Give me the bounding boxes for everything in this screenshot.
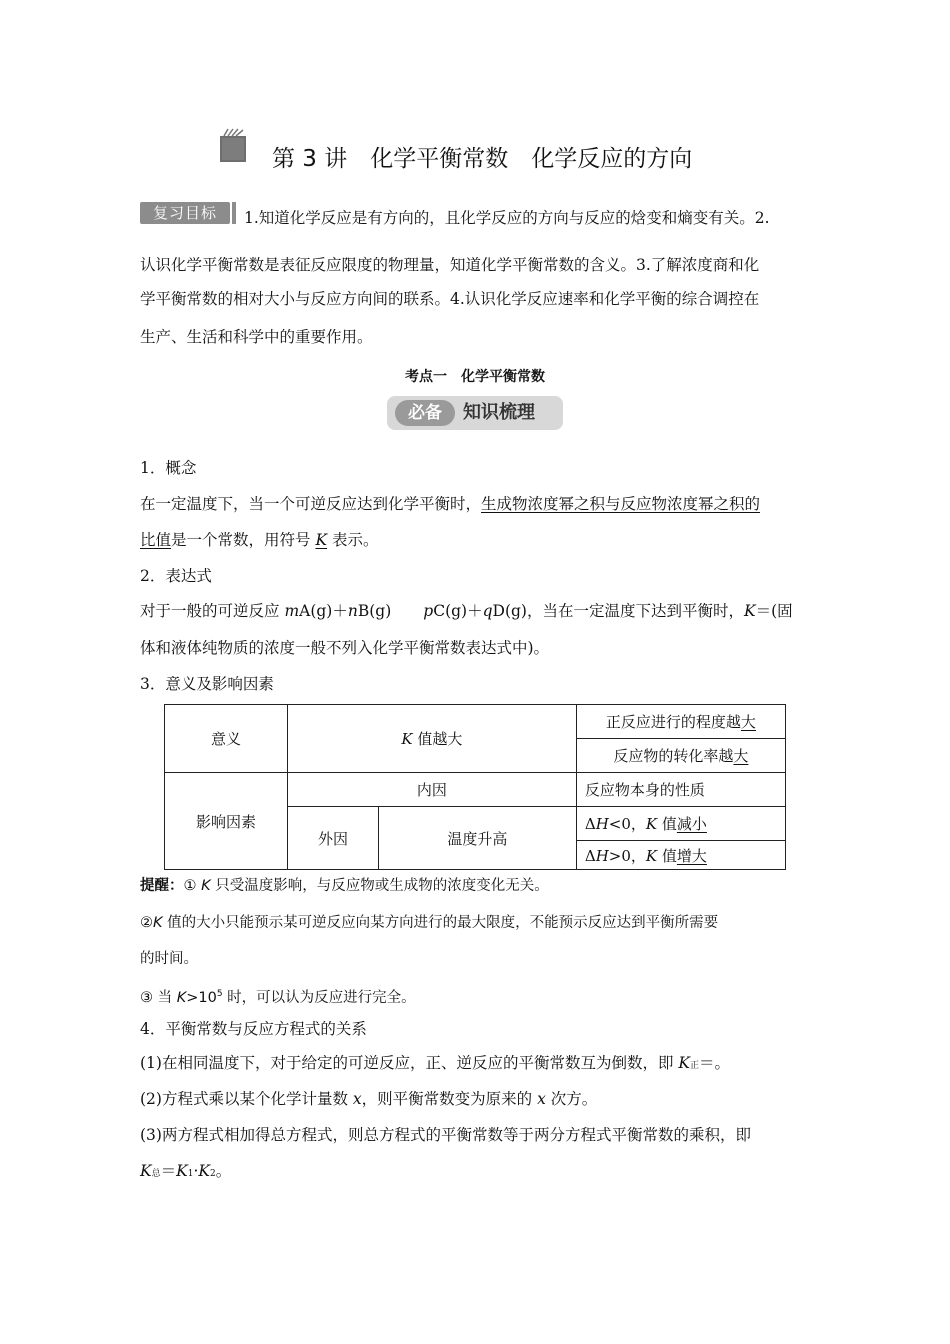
book-icon — [218, 128, 248, 162]
text: B(g) — [357, 602, 392, 620]
tip-line-1 — [140, 876, 549, 896]
cell-internal: 内因 — [288, 773, 577, 807]
text: ① — [183, 878, 202, 894]
text: >0， — [608, 846, 646, 865]
symbol-k: K — [176, 990, 187, 1006]
text: 值的大小只能预示某可逆反应向某方向进行的最大限度，不能预示反应达到平衡所需要 — [162, 915, 719, 931]
cell-dh-negative — [576, 807, 785, 841]
text: ＝ — [160, 1162, 177, 1180]
coef-m: m — [284, 602, 300, 620]
subscript: 2 — [209, 1169, 216, 1179]
text: ③ 当 — [140, 990, 177, 1006]
symbol-k: K — [743, 602, 756, 620]
underlined-text: 增大 — [676, 846, 707, 865]
goals-line-4: 生产、生活和科学中的重要作用。 — [140, 328, 373, 346]
text: ＝。 — [699, 1054, 731, 1072]
text: 对于一般的可逆反应 — [140, 602, 285, 620]
text: 值 — [657, 815, 677, 833]
text: 只受温度影响，与反应物或生成物的浓度变化无关。 — [210, 878, 549, 894]
var-x: x — [537, 1090, 546, 1108]
page-title: 第 3 讲 化学平衡常数 化学反应的方向 — [272, 146, 693, 172]
cell-k-larger — [288, 705, 577, 773]
text: ＝(固 — [755, 602, 793, 620]
factors-table — [164, 704, 786, 870]
underlined-text: 大 — [740, 713, 756, 731]
tip-line-2 — [140, 913, 718, 933]
symbol-k: K — [176, 1162, 188, 1180]
text: 值越大 — [412, 730, 463, 748]
symbol-k: K — [401, 730, 413, 748]
goals-line-2: 认识化学平衡常数是表征反应限度的物理量，知道化学平衡常数的含义。3.了解浓度商和化 — [140, 256, 760, 274]
concept-para-line-1 — [140, 494, 760, 514]
text: 。 — [215, 1162, 232, 1180]
text: ② — [140, 915, 153, 931]
concept-heading: 1．概念 — [140, 459, 197, 477]
symbol-k: K — [201, 878, 211, 894]
symbol-h: H — [595, 815, 609, 833]
coef-n: n — [347, 602, 358, 620]
text: 次方。 — [545, 1090, 598, 1108]
relation-para-2 — [140, 1089, 597, 1109]
cell-conversion — [576, 739, 785, 773]
text: 是一个常数，用符号 — [171, 531, 316, 549]
symbol-k: K — [645, 815, 658, 833]
knowledge-badge-left: 必备 — [395, 400, 455, 426]
text: <0， — [608, 815, 646, 833]
subscript: 1 — [187, 1169, 194, 1179]
cell-dh-positive — [576, 841, 785, 870]
text: 表示。 — [327, 531, 379, 549]
review-goals-badge: 复习目标 — [140, 202, 230, 224]
meaning-heading: 3．意义及影响因素 — [140, 675, 274, 693]
underlined-text: 生成物浓度幂之积与反应物浓度幂之积的 — [481, 495, 761, 513]
goals-line-3: 学平衡常数的相对大小与反应方向间的联系。4.认识化学反应速率和化学平衡的综合调控在 — [140, 290, 760, 308]
expression-heading: 2．表达式 — [140, 567, 212, 585]
symbol-k: K — [645, 846, 658, 865]
symbol-h: H — [595, 846, 609, 865]
subscript: 总 — [151, 1169, 161, 1179]
cell-forward-degree — [576, 705, 785, 739]
relation-heading: 4．平衡常数与反应方程式的关系 — [140, 1020, 367, 1038]
text: 正反应进行的程度越 — [605, 713, 741, 731]
symbol-k: K — [678, 1054, 690, 1072]
underlined-text: 比值 — [140, 531, 172, 549]
section-heading: 考点一 化学平衡常数 — [405, 369, 545, 385]
text: Δ — [584, 846, 596, 865]
relation-para-3: (3)两方程式相加得总方程式，则总方程式的平衡常数等于两分方程式平衡常数的乘积，即 — [140, 1126, 751, 1144]
cell-temp-up: 温度升高 — [379, 807, 577, 870]
cell-meaning: 意义 — [165, 705, 288, 773]
symbol-k: K — [140, 1162, 152, 1180]
coef-p: p — [423, 602, 434, 620]
text: 在一定温度下，当一个可逆反应达到化学平衡时， — [140, 495, 482, 513]
coef-q: q — [482, 602, 493, 620]
tip-label: 提醒： — [140, 878, 184, 894]
underlined-text: 大 — [733, 747, 749, 765]
text: 时，可以认为反应进行完全。 — [222, 990, 416, 1006]
text: 值 — [657, 846, 677, 865]
concept-para-line-2 — [140, 530, 378, 550]
symbol-k: K — [198, 1162, 210, 1180]
goals-line-1: 1.知道化学反应是有方向的，且化学反应的方向与反应的焓变和熵变有关。2. — [244, 209, 770, 227]
expression-para-line-2: 体和液体纯物质的浓度一般不列入化学平衡常数表达式中)。 — [140, 639, 550, 657]
text: >10 — [186, 990, 217, 1006]
var-x: x — [352, 1090, 362, 1108]
superscript: 5 — [216, 989, 223, 999]
text: Δ — [584, 815, 596, 833]
tip-line-3: 的时间。 — [140, 951, 198, 967]
text: D(g)，当在一定温度下达到平衡时， — [492, 602, 744, 620]
relation-para-1 — [140, 1053, 730, 1076]
knowledge-badge-right: 知识梳理 — [463, 402, 535, 423]
text: C(g)＋ — [433, 602, 483, 620]
cell-internal-desc: 反应物本身的性质 — [576, 773, 785, 807]
expression-para-line-1 — [140, 601, 793, 621]
relation-para-4 — [140, 1161, 231, 1184]
underlined-text: 减小 — [676, 815, 707, 833]
knowledge-badge — [387, 396, 563, 430]
text: 反应物的转化率越 — [613, 747, 734, 765]
tip-line-4 — [140, 984, 416, 1008]
text: (1)在相同温度下，对于给定的可逆反应，正、逆反应的平衡常数互为倒数，即 — [140, 1054, 679, 1072]
symbol-k: K — [315, 531, 328, 549]
text: (2)方程式乘以某个化学计量数 — [140, 1090, 353, 1108]
cell-external: 外因 — [288, 807, 379, 870]
subscript: 正 — [689, 1061, 699, 1071]
text: A(g)＋ — [299, 602, 348, 620]
text: · — [193, 1162, 199, 1180]
symbol-k: K — [153, 915, 163, 931]
cell-factors: 影响因素 — [165, 773, 288, 870]
text: ，则平衡常数变为原来的 — [361, 1090, 538, 1108]
